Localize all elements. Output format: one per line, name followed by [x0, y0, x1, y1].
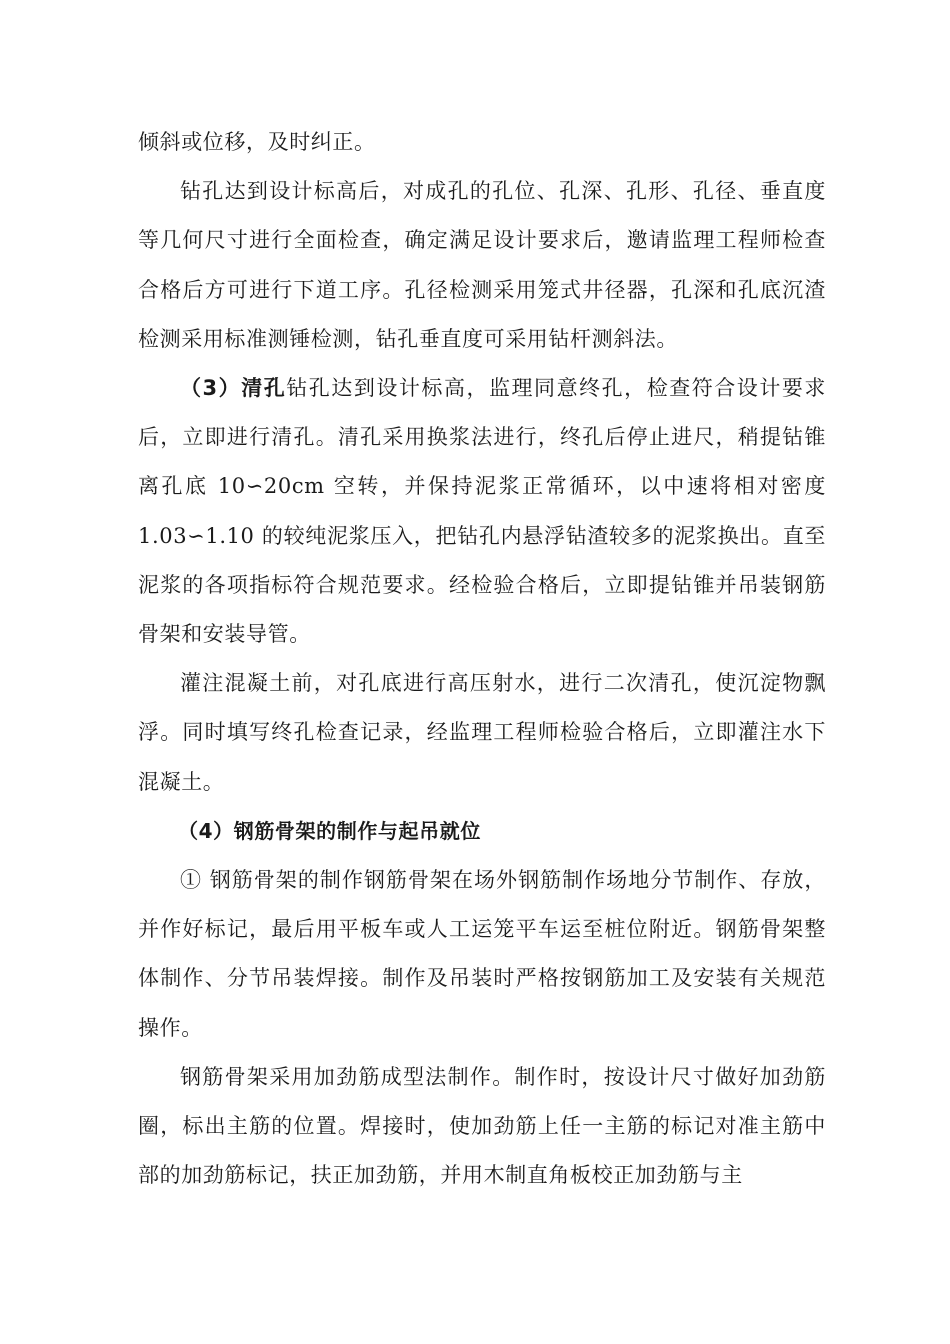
paragraph-1: 倾斜或位移，及时纠正。 — [138, 130, 376, 154]
paragraph-2: 钻孔达到设计标高后，对成孔的孔位、孔深、孔形、孔径、垂直度等几何尺寸进行全面检查，确定满足设计要求后，邀请监理工程师检查合格后方可进行下道工序。孔径检测采用笼式井径器，孔深和孔底沉渣检测采用标准测锤检测，钻孔垂直度可采用钻杆测斜法。 — [138, 179, 826, 351]
section-3-label: （3）清孔 — [180, 376, 287, 401]
section-4-heading: （4）钢筋骨架的制作与起吊就位 — [178, 818, 481, 843]
paragraph-3 — [138, 364, 826, 659]
paragraph-6: 钢筋骨架采用加劲筋成型法制作。制作时，按设计尺寸做好加劲筋圈，标出主筋的位置。焊接时，使加劲筋上任一主筋的标记对准主筋中部的加劲筋标记，扶正加劲筋，并用木制直角板校正加劲筋与主 — [138, 1064, 826, 1188]
paragraph-4: 灌注混凝土前，对孔底进行高压射水，进行二次清孔，使沉淀物飘浮。同时填写终孔检查记录，经监理工程师检验合格后，立即灌注水下混凝土。 — [138, 671, 826, 794]
paragraph-3-text: 钻孔达到设计标高，监理同意终孔，检查符合设计要求后，立即进行清孔。清孔采用换浆法进行，终孔后停止进尺，稍提钻锥离孔底 10∽20cm 空转，并保持泥浆正常循环，以中速将相对密度 1.03∽1.10 的较纯泥浆压入，把钻孔内悬浮钻渣较多的泥浆换出。直至泥浆的各项指标符合规范要求。经检验合格后，立即提钻锥并吊装钢筋骨架和安装导管。 — [138, 376, 826, 647]
paragraph-5: ① 钢筋骨架的制作钢筋骨架在场外钢筋制作场地分节制作、存放，并作好标记，最后用平板车或人工运笼平车运至桩位附近。钢筋骨架整体制作、分节吊装焊接。制作及吊装时严格按钢筋加工及安装有关规范操作。 — [138, 868, 826, 1040]
document-body — [138, 118, 826, 1200]
